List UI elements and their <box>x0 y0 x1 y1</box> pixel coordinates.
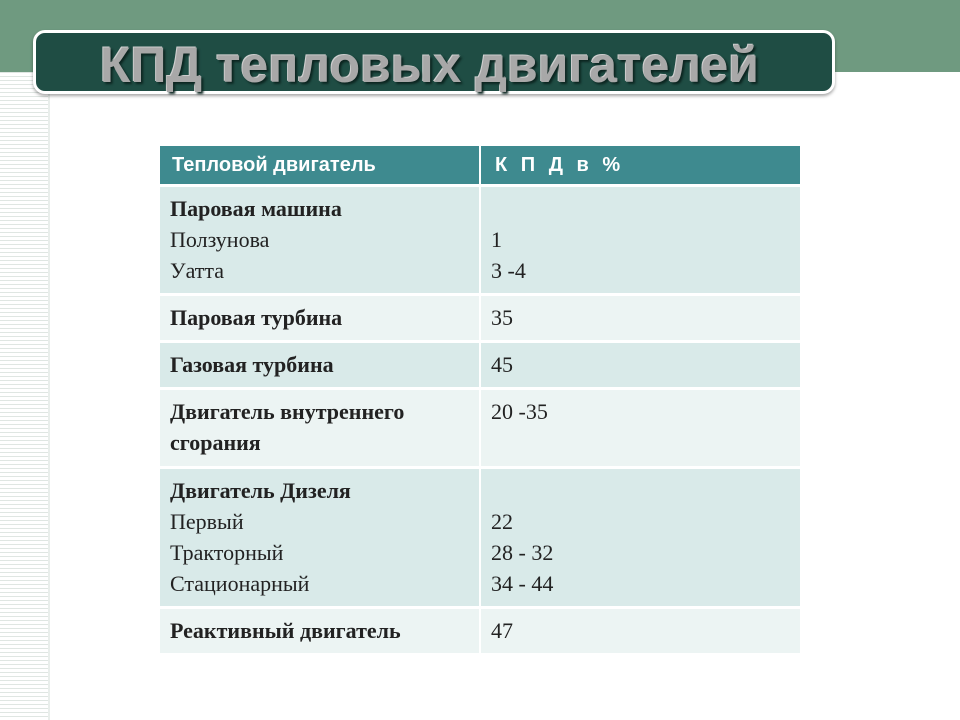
table-row <box>160 468 801 608</box>
table-row <box>160 342 801 389</box>
efficiency-table <box>160 146 802 656</box>
efficiency-value: 28 - 32 <box>491 540 554 565</box>
engine-name: Двигатель внутреннего сгорания <box>170 399 405 455</box>
engine-cell <box>160 468 480 608</box>
title-banner <box>33 30 835 94</box>
table-header-row <box>160 146 801 186</box>
engine-cell <box>160 342 480 389</box>
efficiency-value: 45 <box>491 352 513 377</box>
table-row <box>160 186 801 295</box>
header-efficiency: К П Д в % <box>480 146 801 186</box>
slide-title: КПД тепловых двигателей <box>100 37 760 93</box>
efficiency-cell <box>480 389 801 468</box>
efficiency-value: 35 <box>491 305 513 330</box>
efficiency-cell <box>480 468 801 608</box>
efficiency-value: 3 -4 <box>491 258 526 283</box>
efficiency-cell <box>480 342 801 389</box>
left-stripe-decoration <box>0 72 48 720</box>
engine-subtype: Стационарный <box>170 571 310 596</box>
efficiency-cell <box>480 186 801 295</box>
table-row <box>160 295 801 342</box>
table-row <box>160 389 801 468</box>
efficiency-value: 47 <box>491 618 513 643</box>
engine-name: Газовая турбина <box>170 352 334 377</box>
engine-name: Паровая машина <box>170 196 342 221</box>
efficiency-value: 20 -35 <box>491 399 548 424</box>
engine-name: Двигатель Дизеля <box>170 478 351 503</box>
efficiency-value: 22 <box>491 509 513 534</box>
engine-subtype: Уатта <box>170 258 225 283</box>
engine-name: Реактивный двигатель <box>170 618 401 643</box>
left-divider <box>48 72 50 720</box>
engine-subtype: Тракторный <box>170 540 284 565</box>
engine-subtype: Ползунова <box>170 227 270 252</box>
engine-name: Паровая турбина <box>170 305 343 330</box>
header-engine: Тепловой двигатель <box>160 146 480 186</box>
engine-cell <box>160 295 480 342</box>
engine-cell <box>160 186 480 295</box>
efficiency-cell <box>480 608 801 655</box>
table-row <box>160 608 801 655</box>
efficiency-value: 34 - 44 <box>491 571 554 596</box>
efficiency-cell <box>480 295 801 342</box>
engine-subtype: Первый <box>170 509 244 534</box>
engine-cell <box>160 389 480 468</box>
engine-cell <box>160 608 480 655</box>
efficiency-value: 1 <box>491 227 502 252</box>
